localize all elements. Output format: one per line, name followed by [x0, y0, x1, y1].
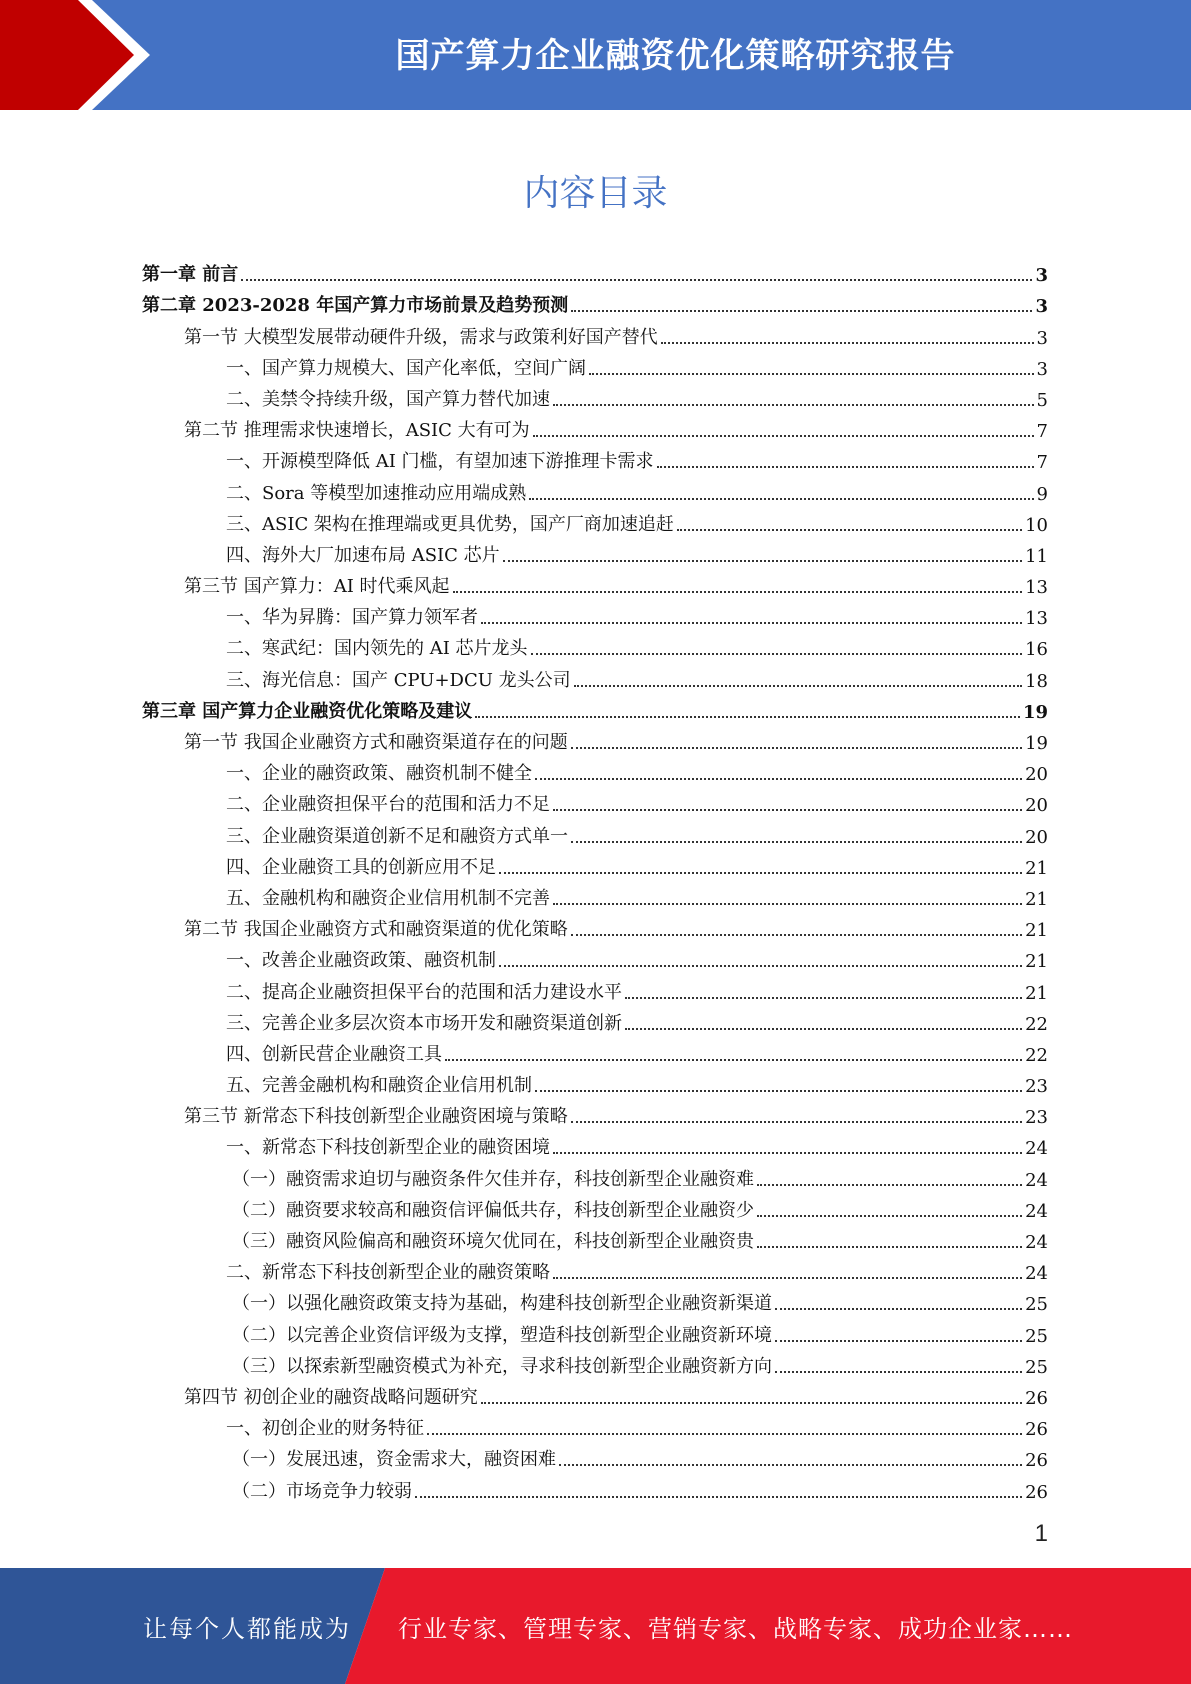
toc-entry[interactable] [142, 941, 1048, 972]
toc-entry[interactable] [142, 380, 1048, 411]
toc-entry-page: 13 [1025, 577, 1048, 599]
toc-dot-leader [415, 1496, 1022, 1498]
toc-entry-page: 19 [1022, 701, 1048, 723]
toc-entry-title: 第三节 新常态下科技创新型企业融资困境与策略 [184, 1106, 568, 1128]
toc-entry-page: 7 [1036, 452, 1048, 474]
toc-entry[interactable] [142, 723, 1048, 754]
toc-dot-leader [529, 498, 1033, 500]
toc-entry-page: 21 [1025, 951, 1048, 973]
toc-entry[interactable] [142, 317, 1048, 348]
page-number: 1 [1034, 1520, 1048, 1547]
toc-entry[interactable] [142, 411, 1048, 442]
toc-entry-title: （二）融资要求较高和融资信评偏低共存，科技创新型企业融资少 [232, 1199, 754, 1221]
toc-entry-title: （一）融资需求迫切与融资条件欠佳并存，科技创新型企业融资难 [232, 1168, 754, 1190]
toc-entry[interactable] [142, 1035, 1048, 1066]
toc-entry[interactable] [142, 1409, 1048, 1440]
toc-dot-leader [553, 404, 1034, 406]
page-footer [0, 1568, 1191, 1684]
toc-entry-title: 三、企业融资渠道创新不足和融资方式单一 [226, 825, 568, 847]
toc-entry[interactable] [142, 879, 1048, 910]
toc-dot-leader [775, 1371, 1022, 1373]
toc-dot-leader [453, 591, 1023, 593]
toc-dot-leader [571, 310, 1032, 312]
toc-entry-page: 26 [1025, 1481, 1048, 1503]
toc-entry-page: 21 [1025, 920, 1048, 942]
toc-entry-title: 一、企业的融资政策、融资机制不健全 [226, 763, 532, 785]
toc-entry[interactable] [142, 255, 1048, 286]
toc-dot-leader [757, 1246, 1022, 1248]
toc-dot-leader [475, 716, 1020, 718]
toc-entry[interactable] [142, 1284, 1048, 1315]
toc-entry-title: （二）市场竞争力较弱 [232, 1480, 412, 1502]
toc-entry-title: 二、企业融资担保平台的范围和活力不足 [226, 794, 550, 816]
toc-dot-leader [445, 1059, 1022, 1061]
toc-entry-page: 21 [1025, 857, 1048, 879]
toc-entry[interactable] [142, 692, 1048, 723]
toc-entry-title: 第二节 推理需求快速增长，ASIC 大有可为 [184, 420, 530, 442]
toc-entry-page: 24 [1025, 1263, 1048, 1285]
toc-entry[interactable] [142, 754, 1048, 785]
toc-entry-page: 26 [1025, 1419, 1048, 1441]
toc-entry-title: 二、提高企业融资担保平台的范围和活力建设水平 [226, 981, 622, 1003]
toc-entry-title: 三、海光信息：国产 CPU+DCU 龙头公司 [226, 669, 571, 691]
toc-dot-leader [535, 1090, 1022, 1092]
toc-entry-title: 一、初创企业的财务特征 [226, 1418, 424, 1440]
toc-entry-title: 第二章 2023-2028 年国产算力市场前景及趋势预测 [142, 295, 569, 317]
toc-entry-page: 13 [1025, 608, 1048, 630]
toc-entry-title: 二、美禁令持续升级，国产算力替代加速 [226, 388, 550, 410]
toc-entry[interactable] [142, 660, 1048, 691]
toc-entry-page: 3 [1036, 327, 1048, 349]
toc-entry-title: 三、完善企业多层次资本市场开发和融资渠道创新 [226, 1012, 622, 1034]
toc-entry-page: 3 [1035, 265, 1048, 287]
toc-entry[interactable] [142, 536, 1048, 567]
toc-entry[interactable] [142, 629, 1048, 660]
toc-entry-page: 24 [1025, 1200, 1048, 1222]
toc-dot-leader [657, 466, 1034, 468]
toc-entry[interactable] [142, 1315, 1048, 1346]
toc-entry[interactable] [142, 1159, 1048, 1190]
toc-dot-leader [481, 622, 1022, 624]
toc-entry[interactable] [142, 567, 1048, 598]
toc-dot-leader [571, 747, 1022, 749]
toc-entry-title: 三、ASIC 架构在推理端或更具优势，国产厂商加速追赶 [226, 513, 674, 535]
toc-entry[interactable] [142, 972, 1048, 1003]
toc-dot-leader [553, 1277, 1022, 1279]
toc-entry-page: 26 [1025, 1387, 1048, 1409]
toc-dot-leader [589, 373, 1034, 375]
toc-entry-title: 一、国产算力规模大、国产化率低，空间广阔 [226, 357, 586, 379]
toc-entry-page: 25 [1025, 1356, 1048, 1378]
toc-entry-page: 16 [1025, 639, 1048, 661]
toc-entry-title: 一、改善企业融资政策、融资机制 [226, 950, 496, 972]
toc-entry-title: 第一章 前言 [142, 264, 239, 286]
toc-dot-leader [559, 1464, 1022, 1466]
toc-entry-title: 第三节 国产算力：AI 时代乘风起 [184, 576, 450, 598]
toc-entry-page: 22 [1025, 1013, 1048, 1035]
toc-dot-leader [574, 685, 1022, 687]
toc-entry-title: （二）以完善企业资信评级为支撑，塑造科技创新型企业融资新环境 [232, 1324, 772, 1346]
toc-entry-title: 二、寒武纪：国内领先的 AI 芯片龙头 [226, 638, 528, 660]
toc-entry[interactable] [142, 505, 1048, 536]
toc-entry-page: 21 [1025, 888, 1048, 910]
toc-entry-page: 3 [1036, 358, 1048, 380]
toc-dot-leader [499, 965, 1022, 967]
toc-entry-page: 20 [1025, 795, 1048, 817]
toc-entry-page: 25 [1025, 1325, 1048, 1347]
toc-entry-page: 19 [1025, 733, 1048, 754]
toc-dot-leader [757, 1215, 1022, 1217]
toc-entry-page: 23 [1025, 1076, 1048, 1098]
toc-entry[interactable] [142, 598, 1048, 629]
toc-entry-title: 一、新常态下科技创新型企业的融资困境 [226, 1137, 550, 1159]
toc-entry[interactable] [142, 1191, 1048, 1222]
toc-dot-leader [571, 934, 1022, 936]
toc-entry[interactable] [142, 1066, 1048, 1097]
toc-entry-page: 24 [1025, 1169, 1048, 1191]
toc-entry-title: 二、新常态下科技创新型企业的融资策略 [226, 1262, 550, 1284]
toc-entry-title: 第三章 国产算力企业融资优化策略及建议 [142, 700, 473, 722]
toc-dot-leader [571, 841, 1022, 843]
toc-entry-title: 第一节 大模型发展带动硬件升级，需求与政策利好国产替代 [184, 326, 658, 348]
toc-dot-leader [533, 435, 1034, 437]
toc-dot-leader [625, 997, 1022, 999]
toc-entry-title: 四、海外大厂加速布局 ASIC 芯片 [226, 544, 500, 566]
toc-entry-title: 一、开源模型降低 AI 门槛，有望加速下游推理卡需求 [226, 451, 654, 473]
toc-entry-page: 24 [1025, 1232, 1048, 1253]
footer-slogan-left: 让每个人都能成为 [143, 1615, 351, 1643]
toc-entry[interactable] [142, 1222, 1048, 1253]
toc-entry-title: 四、企业融资工具的创新应用不足 [226, 856, 496, 878]
toc-entry[interactable] [142, 1471, 1048, 1502]
toc-dot-leader [535, 778, 1022, 780]
toc-entry-page: 21 [1025, 982, 1048, 1004]
toc-dot-leader [625, 1028, 1022, 1030]
toc-title: 内容目录 [523, 173, 668, 214]
toc-entry-title: 五、金融机构和融资企业信用机制不完善 [226, 887, 550, 909]
toc-entry[interactable] [142, 816, 1048, 847]
toc-entry[interactable] [142, 286, 1048, 317]
toc-entry-title: （三）融资风险偏高和融资环境欠优同在，科技创新型企业融资贵 [232, 1231, 754, 1252]
toc-dot-leader [677, 529, 1022, 531]
toc-dot-leader [241, 279, 1032, 281]
toc-entry[interactable] [142, 473, 1048, 504]
toc-entry-page: 25 [1025, 1294, 1048, 1316]
footer-slogan-right: 行业专家、管理专家、营销专家、战略专家、成功企业家…… [398, 1615, 1073, 1643]
toc-dot-leader [531, 653, 1023, 655]
toc-entry-page: 20 [1025, 764, 1048, 786]
toc-entry[interactable] [142, 848, 1048, 879]
toc-entry[interactable] [142, 1128, 1048, 1159]
toc-entry-page: 11 [1025, 545, 1048, 567]
toc-dot-leader [661, 342, 1034, 344]
toc-entry-page: 5 [1036, 389, 1048, 411]
toc-dot-leader [757, 1184, 1022, 1186]
table-of-contents [142, 255, 1048, 1503]
toc-entry[interactable] [142, 1097, 1048, 1128]
toc-dot-leader [481, 1402, 1022, 1404]
toc-entry[interactable] [142, 1004, 1048, 1035]
toc-entry-title: 第四节 初创企业的融资战略问题研究 [184, 1386, 478, 1408]
toc-entry-page: 22 [1025, 1044, 1048, 1066]
toc-dot-leader [503, 560, 1022, 562]
toc-entry-page: 20 [1025, 826, 1048, 848]
report-title: 国产算力企业融资优化策略研究报告 [395, 36, 956, 76]
toc-entry-title: 二、Sora 等模型加速推动应用端成熟 [226, 482, 527, 504]
toc-entry[interactable] [142, 349, 1048, 380]
toc-dot-leader [775, 1340, 1022, 1342]
toc-entry-title: 一、华为昇腾：国产算力领军者 [226, 607, 478, 629]
toc-entry-title: 第二节 我国企业融资方式和融资渠道的优化策略 [184, 919, 568, 941]
toc-entry-page: 9 [1036, 483, 1048, 505]
toc-entry-title: （一）以强化融资政策支持为基础，构建科技创新型企业融资新渠道 [232, 1293, 772, 1315]
toc-entry-title: 第一节 我国企业融资方式和融资渠道存在的问题 [184, 732, 568, 753]
toc-entry-title: 五、完善金融机构和融资企业信用机制 [226, 1075, 532, 1097]
toc-entry-title: 四、创新民营企业融资工具 [226, 1043, 442, 1065]
toc-entry[interactable] [142, 1347, 1048, 1378]
toc-entry[interactable] [142, 1440, 1048, 1471]
toc-entry-page: 23 [1025, 1107, 1048, 1129]
page-header [0, 0, 1191, 110]
toc-entry-page: 24 [1025, 1138, 1048, 1160]
toc-entry-page: 26 [1025, 1450, 1048, 1472]
toc-entry-title: （一）发展迅速，资金需求大，融资困难 [232, 1449, 556, 1471]
toc-entry[interactable] [142, 910, 1048, 941]
toc-entry[interactable] [142, 442, 1048, 473]
toc-entry[interactable] [142, 785, 1048, 816]
toc-entry[interactable] [142, 1378, 1048, 1409]
toc-entry-page: 18 [1025, 670, 1048, 692]
toc-entry-title: （三）以探索新型融资模式为补充，寻求科技创新型企业融资新方向 [232, 1355, 772, 1377]
toc-entry-page: 7 [1036, 421, 1048, 443]
toc-dot-leader [553, 903, 1022, 905]
toc-dot-leader [553, 809, 1022, 811]
toc-dot-leader [553, 1152, 1022, 1154]
toc-dot-leader [427, 1433, 1022, 1435]
toc-entry-page: 10 [1025, 514, 1048, 536]
toc-dot-leader [775, 1308, 1022, 1310]
toc-dot-leader [571, 1121, 1022, 1123]
toc-entry-page: 3 [1035, 296, 1048, 318]
toc-dot-leader [499, 872, 1022, 874]
toc-entry[interactable] [142, 1253, 1048, 1284]
